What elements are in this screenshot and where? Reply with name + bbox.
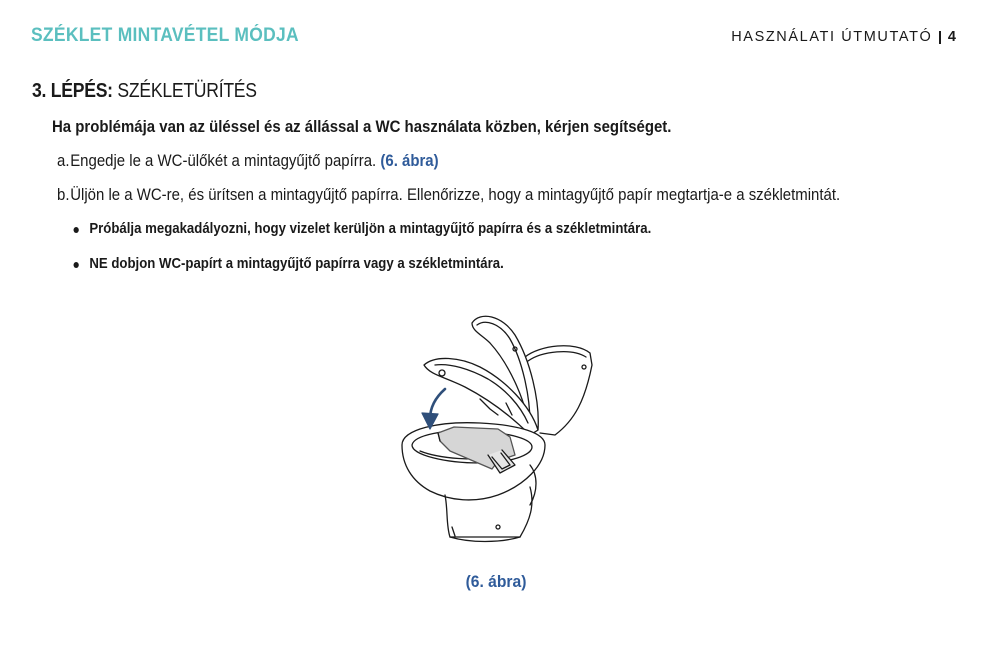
item-text: Üljön le a WC-re, és ürítsen a mintagyűjtő papírra. Ellenőrizze, hogy a mintagyűjtő papír megtartja-e a székletmintát. <box>70 185 841 204</box>
page-number: 4 <box>947 29 956 45</box>
item-text: Engedje le a WC-ülőkét a mintagyűjtő papírra. <box>70 151 377 170</box>
bullet-item <box>70 255 504 272</box>
page-header-right <box>731 29 956 45</box>
intro-text: Ha problémája van az üléssel és az állással a WC használata közben, kérjen segítséget. <box>52 117 672 136</box>
bullet-item <box>70 220 651 237</box>
step-heading <box>32 80 257 103</box>
item-marker: b. <box>57 185 70 204</box>
guide-label: HASZNÁLATI ÚTMUTATÓ <box>731 29 933 45</box>
bullet-icon <box>74 262 79 268</box>
toilet-illustration-icon <box>380 305 610 545</box>
list-item-b <box>57 185 840 205</box>
bullet-text: NE dobjon WC-papírt a mintagyűjtő papírra vagy a székletmintára. <box>89 255 504 272</box>
list-item-a <box>57 151 439 171</box>
step-number: 3. LÉPÉS: <box>32 80 113 102</box>
section-title: SZÉKLET MINTAVÉTEL MÓDJA <box>31 25 299 46</box>
bullet-text: Próbálja megakadályozni, hogy vizelet kerüljön a mintagyűjtő papírra és a székletmintára. <box>89 220 652 237</box>
header-divider <box>939 31 941 44</box>
figure-ref: (6. ábra) <box>380 151 439 170</box>
figure-caption: (6. ábra) <box>465 572 527 591</box>
item-marker: a. <box>57 151 70 170</box>
step-title: SZÉKLETÜRÍTÉS <box>117 80 257 102</box>
bullet-icon <box>74 227 79 233</box>
